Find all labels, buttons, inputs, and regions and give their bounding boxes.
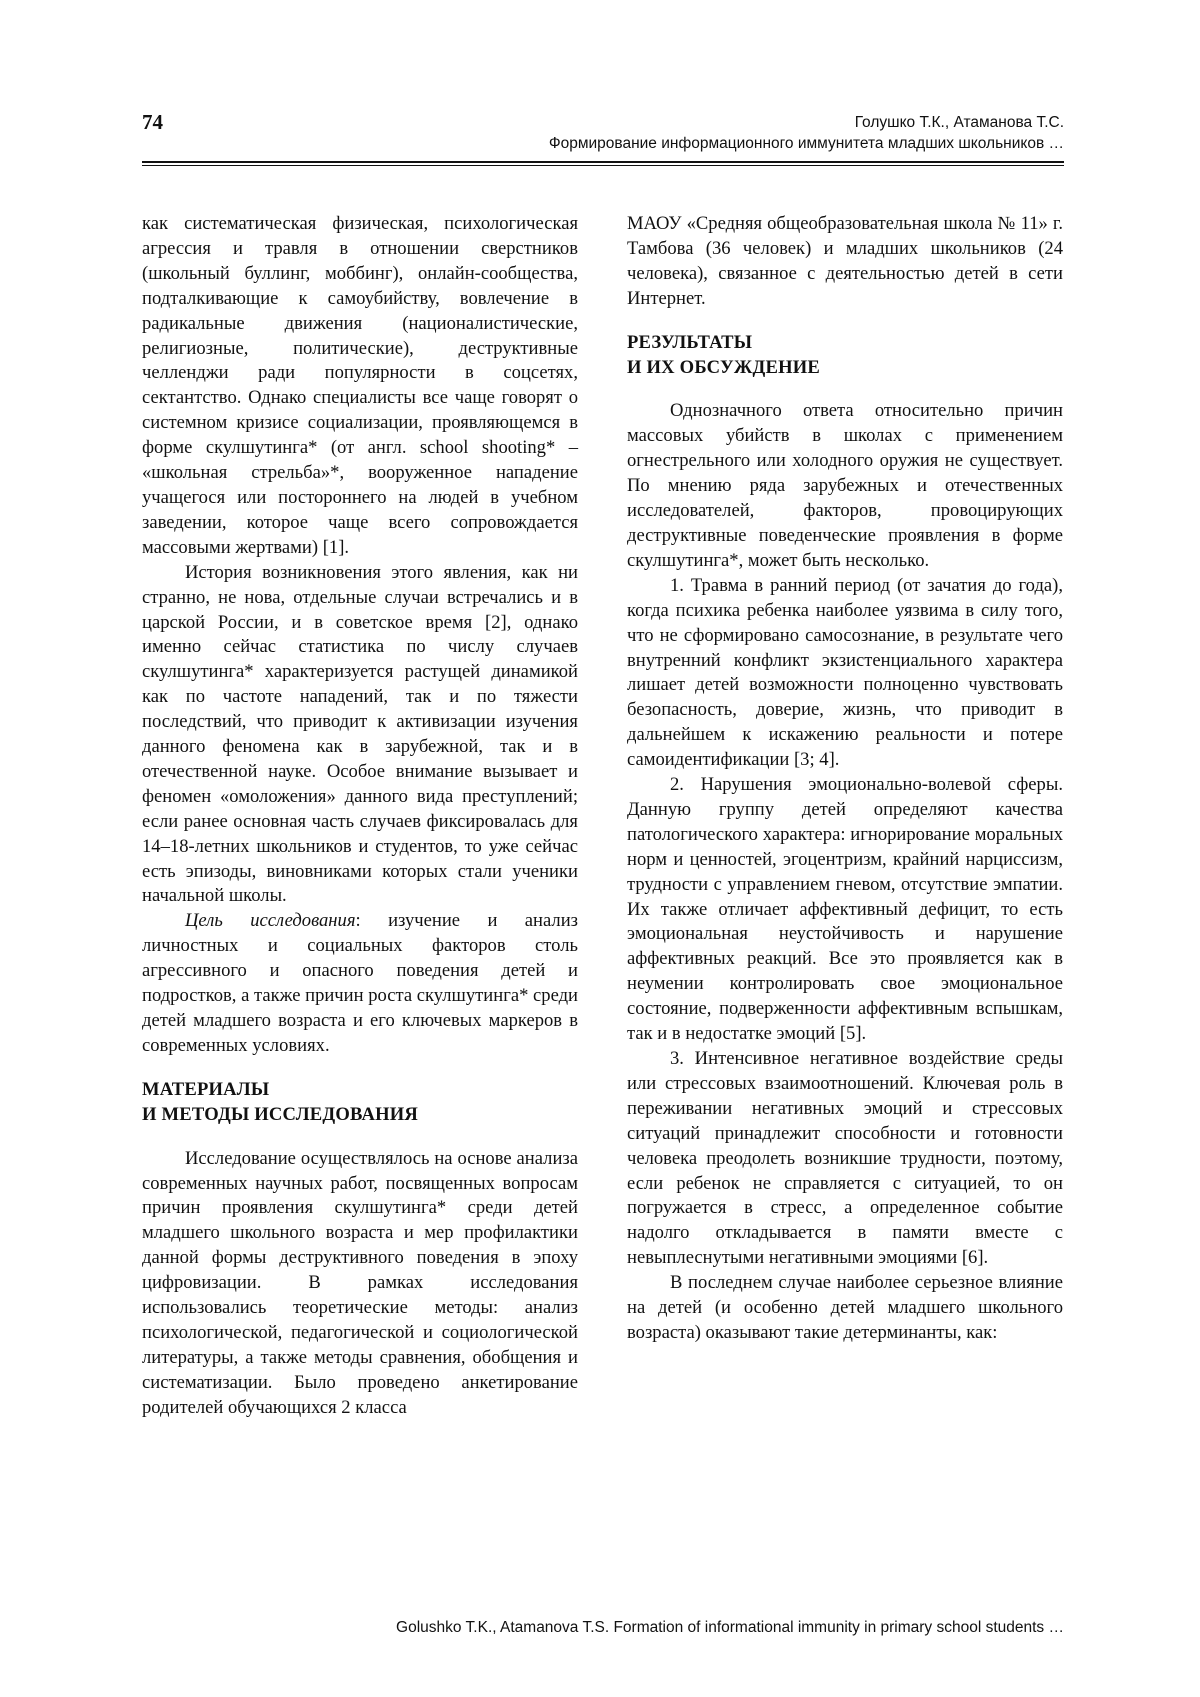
- left-column: [142, 212, 578, 1421]
- running-head: [304, 112, 1064, 154]
- header-rule-thin: [142, 165, 1064, 166]
- section-heading-line: И ИХ ОБСУЖДЕНИЕ: [627, 356, 821, 378]
- research-aim-lead: Цель исследования: [185, 910, 356, 932]
- paragraph: Однозначного ответа относительно причин массовых убийств в школах с применением огнестрельного или холодного оружия не существует. По мнению ряда зарубежных и отечественных исследователей, факторов, провоцирующих деструктивные поведенческие проявления в форме скулшутинга*, может быть несколько.: [627, 400, 1063, 571]
- section-heading-results: [627, 331, 1063, 381]
- research-aim-text: : изучение и анализ личностных и социальных факторов столь агрессивного и опасного поведения детей и подростков, а также причин роста скулшутинга* среди детей младшего возраста и его ключевых маркеров в современных условиях.: [142, 910, 578, 1056]
- right-column: [627, 212, 1063, 1346]
- paragraph: В последнем случае наиболее серьезное влияние на детей (и особенно детей младшего школьного возраста) оказывают такие детерминанты, как:: [627, 1272, 1063, 1343]
- header-rule: [142, 161, 1064, 163]
- list-item-paragraph: 2. Нарушения эмоционально-волевой сферы. Данную группу детей определяют качества патологического характера: игнорирование моральных норм и ценностей, эгоцентризм, крайний нарциссизм, трудности с управлением гневом, отсутствие эмпатии. Их также отличает аффективный дефицит, то есть эмоциональная неустойчивость и нарушение аффективных реакций. Все это проявляется как в неумении контролировать свое эмоциональное состояние, подверженности аффективным вспышкам, так и в недостатке эмоций [5].: [627, 774, 1063, 1045]
- list-item-paragraph: 3. Интенсивное негативное воздействие среды или стрессовых взаимоотношений. Ключевая роль в переживании негативных эмоций и стрессовых ситуаций принадлежит способности и готовности человека преодолеть возникшие трудности, поэтому, если ребенок не справляется с ситуацией, то он погружается в стресс, а определенное событие надолго откладывается в памяти вместе с невыплеснутыми негативными эмоциями [6].: [627, 1048, 1063, 1269]
- list-item-paragraph: 1. Травма в ранний период (от зачатия до года), когда психика ребенка наиболее уязвима в силу того, что не сформировано самосознание, в результате чего внутренний конфликт экзистенциального характера лишает детей возможности полноценно чувствовать безопасность, доверие, жизнь, что приводит в дальнейшем к искажению реальности и потере самоидентификации [3; 4].: [627, 574, 1063, 771]
- paragraph: МАОУ «Средняя общеобразовательная школа № 11» г. Тамбова (36 человек) и младших школьников (24 человека), связанное с деятельностью детей в сети Интернет.: [627, 213, 1063, 309]
- page-number: 74: [142, 110, 163, 134]
- running-head-authors: Голушко Т.К., Атаманова Т.С.: [854, 114, 1064, 131]
- footer-running-title: Golushko T.K., Atamanova T.S. Formation of informational immunity in primary school students …: [396, 1619, 1064, 1636]
- paragraph: История возникновения этого явления, как ни странно, не нова, отдельные случаи встречались и в царской России, и в советское время [2], однако именно сейчас статистика по числу случаев скулшутинга* характеризуется растущей динамикой как по частоте нападений, так и по тяжести последствий, что приводит к активизации изучения данного феномена как в зарубежной, так и в отечественной науке. Особое внимание вызывает и феномен «омоложения» данного вида преступлений; если ранее основная часть случаев фиксировалась для 14–18-летних школьников и студентов, то уже сейчас есть эпизоды, виновниками которых стали ученики начальной школы.: [142, 561, 578, 907]
- section-heading-line: И МЕТОДЫ ИССЛЕДОВАНИЯ: [142, 1103, 419, 1125]
- paragraph: как систематическая физическая, психологическая агрессия и травля в отношении сверстников (школьный буллинг, моббинг), онлайн-сообщества, подталкивающие к самоубийству, вовлечение в радикальные движения (националистические, религиозные, политические), деструктивные челленджи ради популярности в соцсетях, сектантство. Однако специалисты все чаще говорят о системном кризисе социализации, проявляющемся в форме скулшутинга* (от англ. school shooting* – «школьная стрельба»*, вооруженное нападение учащегося или постороннего на людей в учебном заведении, которое чаще всего сопровождается массовыми жертвами) [1].: [142, 213, 578, 558]
- section-heading-line: МАТЕРИАЛЫ: [142, 1078, 270, 1100]
- running-head-title: Формирование информационного иммунитета младших школьников …: [548, 135, 1064, 152]
- section-heading-methods: [142, 1078, 578, 1128]
- research-aim-paragraph: [142, 909, 578, 1058]
- paragraph: Исследование осуществлялось на основе анализа современных научных работ, посвященных вопросам причин проявления скулшутинга* среди детей младшего школьного возраста и мер профилактики данной формы деструктивного поведения в эпоху цифровизации. В рамках исследования использовались теоретические методы: анализ психологической, педагогической и социологической литературы, а также методы сравнения, обобщения и систематизации. Было проведено анкетирование родителей обучающихся 2 класса: [142, 1147, 578, 1418]
- section-heading-line: РЕЗУЛЬТАТЫ: [627, 331, 753, 353]
